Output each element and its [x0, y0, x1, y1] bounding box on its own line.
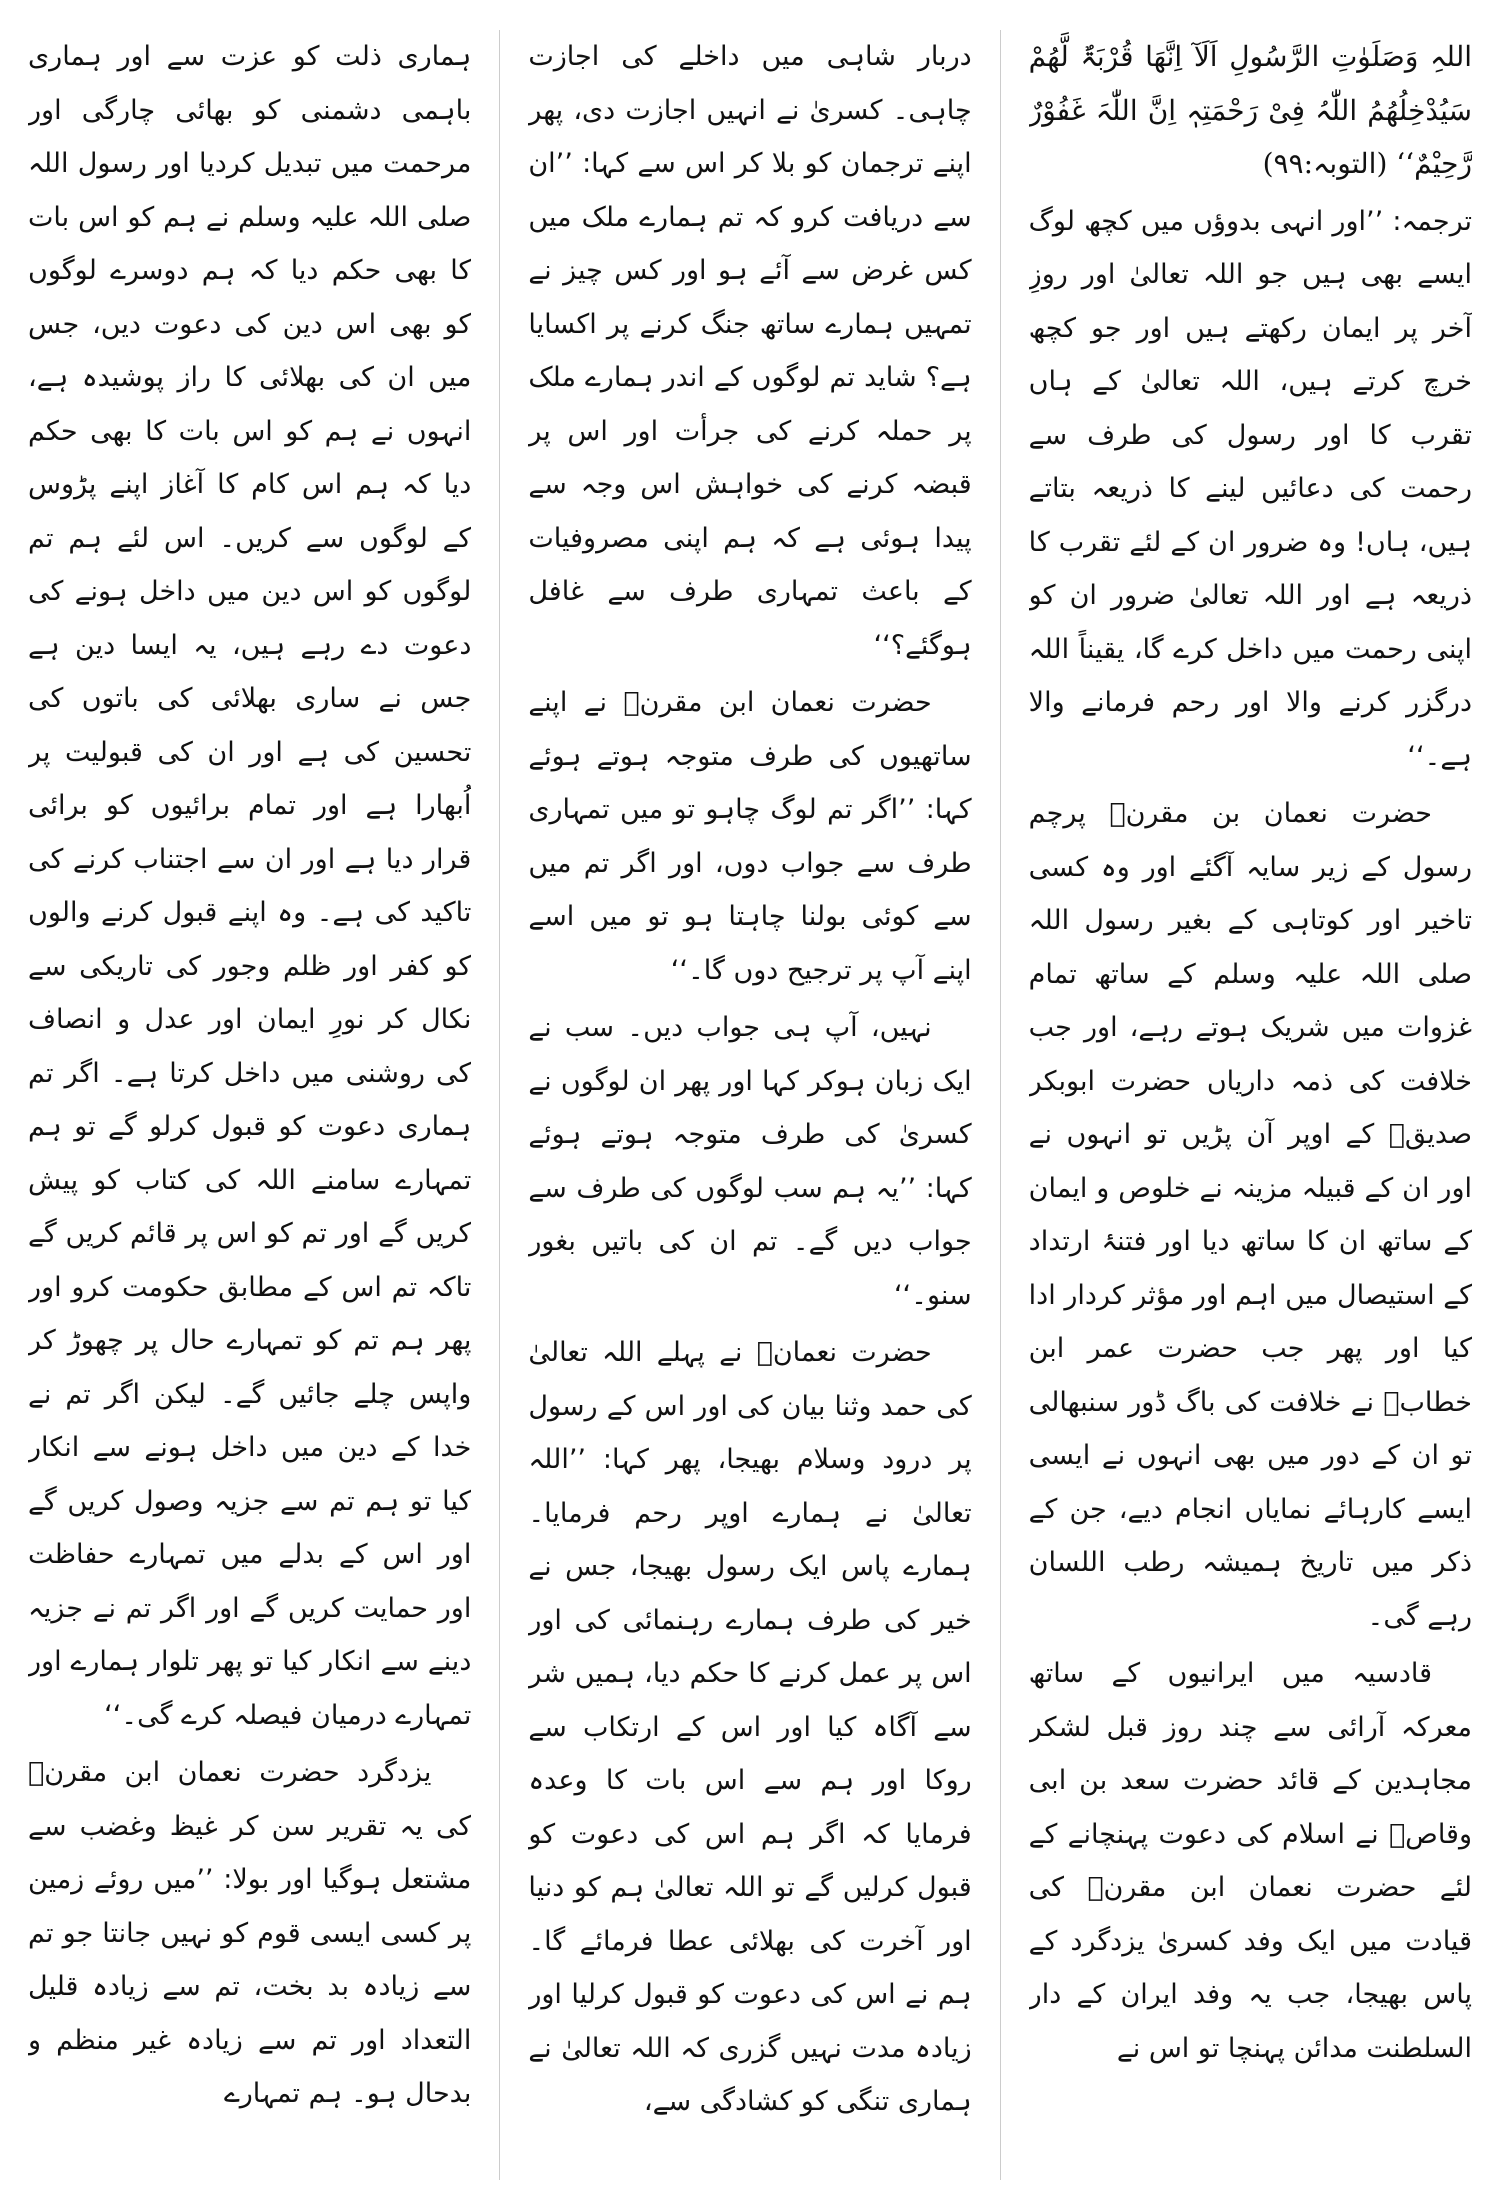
- article-paragraph: حضرت نعمان بن مقرنؓ پرچم رسول کے زیر سایہ آگئے اور وہ کسی تاخیر اور کوتاہی کے بغیر رسول اللہ صلی اللہ علیہ وسلم کے ساتھ تمام غزوات میں شریک ہوتے رہے، اور جب خلافت کی ذمہ داریاں حضرت ابوبکر صدیقؓ کے اوپر آن پڑیں تو انہوں نے اور ان کے قبیلہ مزینہ نے خلوص و ایمان کے ساتھ ان کا ساتھ دیا اور فتنۂ ارتداد کے استیصال میں اہم اور مؤثر کردار ادا کیا اور پھر جب حضرت عمر ابن خطابؓ نے خلافت کی باگ ڈور سنبھالی تو ان کے دور میں بھی انہوں نے ایسی ایسے کارہائے نمایاں انجام دیے، جن کے ذکر میں تاریخ ہمیشہ رطب اللسان رہے گی۔: [1028, 798, 1472, 1632]
- column-divider: [499, 30, 500, 2180]
- article-paragraph: حضرت نعمان ابن مقرنؓ نے اپنے ساتھیوں کی طرف متوجہ ہوتے ہوئے کہا: ’’اگر تم لوگ چاہو تو میں تمہاری طرف سے جواب دوں، اور اگر تم میں سے کوئی بولنا چاہتا ہو تو میں اسے اپنے آپ پر ترجیح دوں گا۔‘‘: [528, 687, 972, 986]
- column-right: [1029, 30, 1472, 2180]
- article-paragraph: قادسیہ میں ایرانیوں کے ساتھ معرکہ آرائی سے چند روز قبل لشکر مجاہدین کے قائد حضرت سعد بن ابی وقاصؓ نے اسلام کی دعوت پہنچانے کے لئے حضرت نعمان ابن مقرنؓ کی قیادت میں ایک وفد کسریٰ یزدگرد کے پاس بھیجا، جب یہ وفد ایران کے دار السلطنت مدائن پہنچا تو اس نے: [1028, 1658, 1472, 2064]
- column-left: [28, 30, 471, 2180]
- article-paragraph: ترجمہ: ’’اور انہی بدوؤں میں کچھ لوگ ایسے بھی ہیں جو اللہ تعالیٰ اور روزِ آخر پر ایمان رکھتے ہیں اور جو کچھ خرچ کرتے ہیں، اللہ تعالیٰ کے ہاں تقرب کا اور رسول کی طرف سے رحمت کی دعائیں لینے کا ذریعہ بتاتے ہیں، ہاں! وہ ضرور ان کے لئے تقرب کا ذریعہ ہے اور اللہ تعالیٰ ضرور ان کو اپنی رحمت میں داخل کرے گا، یقیناً اللہ درگزر کرنے والا اور رحم فرمانے والا ہے۔‘‘: [1028, 205, 1472, 772]
- article-paragraph: اللہِ وَصَلَوٰتِ الرَّسُولِ اَلَآ اِنَّھَا قُرْبَۃٌ لَّھُمْ سَیُدْخِلُھُمُ اللّٰہُ فِیْ رَحْمَتِہٖ اِنَّ اللّٰہَ غَفُوْرٌ رَّحِیْمٌ‘‘ (التوبہ:۹۹): [1028, 40, 1472, 180]
- article-paragraph: یزدگرد حضرت نعمان ابن مقرنؓ کی یہ تقریر سن کر غیظ وغضب سے مشتعل ہوگیا اور بولا: ’’میں روئے زمین پر کسی ایسی قوم کو نہیں جانتا جو تم سے زیادہ بد بخت، تم سے زیادہ قلیل التعداد اور تم سے زیادہ غیر منظم و بدحال ہو۔ ہم تمہارے: [28, 1757, 472, 2109]
- article-paragraph: دربار شاہی میں داخلے کی اجازت چاہی۔ کسریٰ نے انہیں اجازت دی، پھر اپنے ترجمان کو بلا کر اس سے کہا: ’’ان سے دریافت کرو کہ تم ہمارے ملک میں کس غرض سے آئے ہو اور کس چیز نے تمہیں ہمارے ساتھ جنگ کرنے پر اکسایا ہے؟ شاید تم لوگوں کے اندر ہمارے ملک پر حملہ کرنے کی جرأت اور اس پر قبضہ کرنے کی خواہش اس وجہ سے پیدا ہوئی ہے کہ ہم اپنی مصروفیات کے باعث تمہاری طرف سے غافل ہوگئے؟‘‘: [528, 41, 972, 661]
- column-divider: [1000, 30, 1001, 2180]
- article-paragraph: نہیں، آپ ہی جواب دیں۔ سب نے ایک زبان ہوکر کہا اور پھر ان لوگوں نے کسریٰ کی طرف متوجہ ہوتے ہوئے کہا: ’’یہ ہم سب لوگوں کی طرف سے جواب دیں گے۔ تم ان کی باتیں بغور سنو۔‘‘: [528, 1012, 972, 1311]
- column-middle: [528, 30, 971, 2180]
- article-paragraph: ہماری ذلت کو عزت سے اور ہماری باہمی دشمنی کو بھائی چارگی اور مرحمت میں تبدیل کردیا اور رسول اللہ صلی اللہ علیہ وسلم نے ہم کو اس بات کا بھی حکم دیا کہ ہم دوسرے لوگوں کو بھی اس دین کی دعوت دیں، جس میں ان کی بھلائی کا راز پوشیدہ ہے، انہوں نے ہم کو اس بات کا بھی حکم دیا کہ ہم اس کام کا آغاز اپنے پڑوس کے لوگوں سے کریں۔ اس لئے ہم تم لوگوں کو اس دین میں داخل ہونے کی دعوت دے رہے ہیں، یہ ایسا دین ہے جس نے ساری بھلائی کی باتوں کی تحسین کی ہے اور ان کی قبولیت پر اُبھارا ہے اور تمام برائیوں کو برائی قرار دیا ہے اور ان سے اجتناب کرنے کی تاکید کی ہے۔ وہ اپنے قبول کرنے والوں کو کفر اور ظلم وجور کی تاریکی سے نکال کر نورِ ایمان اور عدل و انصاف کی روشنی میں داخل کرتا ہے۔ اگر تم ہماری دعوت کو قبول کرلو گے تو ہم تمہارے سامنے اللہ کی کتاب کو پیش کریں گے اور تم کو اس پر قائم کریں گے تاکہ تم اس کے مطابق حکومت کرو اور پھر ہم تم کو تمہارے حال پر چھوڑ کر واپس چلے جائیں گے۔ لیکن اگر تم نے خدا کے دین میں داخل ہونے سے انکار کیا تو ہم تم سے جزیہ وصول کریں گے اور اس کے بدلے میں تمہارے حفاظت اور حمایت کریں گے اور اگر تم نے جزیہ دینے سے انکار کیا تو پھر تلوار ہمارے اور تمہارے درمیان فیصلہ کرے گی۔‘‘: [28, 41, 472, 1731]
- article-paragraph: حضرت نعمانؓ نے پہلے اللہ تعالیٰ کی حمد وثنا بیان کی اور اس کے رسول پر درود وسلام بھیجا، پھر کہا: ’’اللہ تعالیٰ نے ہمارے اوپر رحم فرمایا۔ ہمارے پاس ایک رسول بھیجا، جس نے خیر کی طرف ہمارے رہنمائی کی اور اس پر عمل کرنے کا حکم دیا، ہمیں شر سے آگاہ کیا اور اس کے ارتکاب سے روکا اور ہم سے اس بات کا وعدہ فرمایا کہ اگر ہم اس کی دعوت کو قبول کرلیں گے تو اللہ تعالیٰ ہم کو دنیا اور آخرت کی بھلائی عطا فرمائے گا۔ ہم نے اس کی دعوت کو قبول کرلیا اور زیادہ مدت نہیں گزری کہ اللہ تعالیٰ نے ہماری تنگی کو کشادگی سے،: [528, 1337, 972, 2117]
